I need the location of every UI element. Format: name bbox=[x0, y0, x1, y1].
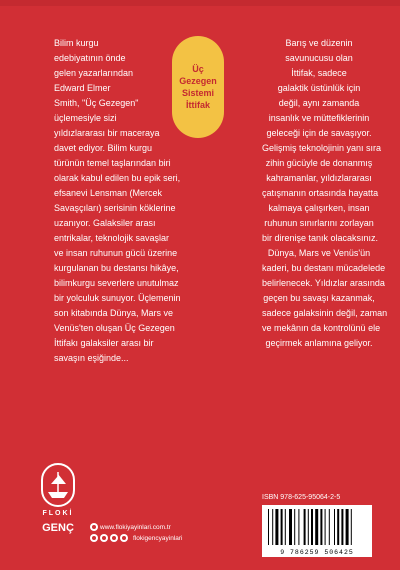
barcode-bar bbox=[351, 509, 352, 545]
barcode-bar bbox=[272, 509, 273, 545]
left-line: ve insan ruhunun gücü üzerine bbox=[54, 248, 178, 258]
isbn-label: ISBN 978-625-95064-2-5 bbox=[262, 494, 341, 501]
left-line: bilimkurgu severlere unutulmaz bbox=[54, 278, 179, 288]
left-line: yıldızlararası bir maceraya bbox=[54, 128, 160, 138]
left-description bbox=[54, 36, 181, 366]
barcode-bar bbox=[325, 509, 326, 545]
right-line: Gelişmiş teknolojinin yanı sıra bbox=[262, 143, 382, 153]
left-line: Venüs'ten oluşan Üç Gezegen bbox=[54, 323, 175, 333]
barcode-bar bbox=[294, 509, 295, 545]
left-line: Savaşçıları) serisinin köklerine bbox=[54, 203, 176, 213]
website-link[interactable]: www.flokiyayinlari.com.tr bbox=[100, 523, 171, 531]
right-line: sadece galaksinin değil, zaman bbox=[262, 308, 388, 318]
right-line: İttifak, sadece bbox=[291, 68, 347, 78]
left-line: üçlemesiyle sizi bbox=[54, 113, 117, 123]
right-description bbox=[262, 36, 388, 351]
left-line: efsanevi Lensman (Mercek bbox=[54, 188, 163, 198]
right-line: bir direnişe tanık olacaksınız. bbox=[262, 233, 379, 243]
left-line: uzanıyor. Galaksiler arası bbox=[54, 218, 156, 228]
website-row bbox=[90, 523, 171, 531]
left-line: son kitabında Dünya, Mars ve bbox=[54, 308, 174, 318]
series-badge bbox=[172, 36, 224, 138]
left-line: entrikalar, teknolojik savaşlar bbox=[54, 233, 170, 243]
right-line: çatışmanın ortasında hayatta bbox=[262, 188, 379, 198]
right-line: savunucusu olan bbox=[285, 53, 353, 63]
left-line: Smith, "Üç Gezegen" bbox=[54, 98, 139, 108]
logo-name-bottom: GENÇ bbox=[42, 522, 74, 534]
left-line: Edward Elmer bbox=[54, 83, 111, 93]
right-line: Dünya, Mars ve Venüs'ün bbox=[267, 248, 371, 258]
left-line: gelen yazarlarından bbox=[54, 68, 134, 78]
barcode bbox=[262, 505, 372, 557]
left-line: savaşın eşiğinde... bbox=[54, 353, 129, 363]
right-line: kaderi, bu destanı mücadelede bbox=[262, 263, 386, 273]
right-line: galaktik üstünlük için bbox=[277, 83, 361, 93]
barcode-bar bbox=[315, 509, 318, 545]
right-line: ve mekânın da kontrolünü ele bbox=[262, 323, 381, 333]
right-line: belirlenecek. Yıldızlar arasında bbox=[262, 278, 385, 288]
social-row bbox=[90, 534, 183, 542]
badge-line: Gezegen bbox=[179, 76, 217, 86]
right-line: geleceği için de savaşıyor. bbox=[266, 128, 372, 138]
right-line: değil, aynı zamanda bbox=[278, 98, 360, 108]
barcode-bar bbox=[285, 509, 286, 545]
barcode-bar bbox=[337, 509, 339, 545]
facebook-icon[interactable] bbox=[120, 534, 128, 542]
badge-line: Sistemi bbox=[181, 88, 214, 98]
barcode-digits: 9 786259 506425 bbox=[280, 549, 354, 556]
barcode-bar bbox=[275, 509, 278, 545]
left-line: türünün temel taşlarından biri bbox=[54, 158, 171, 168]
barcode-bar bbox=[329, 509, 330, 545]
barcode-bar bbox=[341, 509, 343, 545]
barcode-bar bbox=[268, 509, 269, 545]
right-line: ruhunun sınırlarını zorlayan bbox=[264, 218, 374, 228]
left-line: olarak kabul edilen bu epik seri, bbox=[54, 173, 181, 183]
barcode-bar bbox=[320, 509, 322, 545]
badge-line: İttifak bbox=[185, 100, 210, 110]
left-line: kurgulanan bu destansı hikâye, bbox=[54, 263, 179, 273]
right-line: geçirmek anlamına geliyor. bbox=[265, 338, 373, 348]
barcode-bars bbox=[262, 505, 372, 547]
x-icon[interactable] bbox=[100, 534, 108, 542]
globe-icon bbox=[90, 523, 98, 531]
barcode-bar bbox=[289, 509, 292, 545]
instagram-icon[interactable] bbox=[90, 534, 98, 542]
right-line: geçen bu savaşı kazanmak, bbox=[263, 293, 375, 303]
left-line: bir yolculuk sunuyor. Üçlemenin bbox=[54, 293, 181, 303]
ship-icon bbox=[36, 462, 80, 508]
left-line: edebiyatının önde bbox=[54, 53, 126, 63]
right-line: kalmaya çalışırken, insan bbox=[268, 203, 370, 213]
badge-line: Üç bbox=[192, 64, 204, 74]
publisher-logo bbox=[36, 462, 80, 562]
barcode-bar bbox=[308, 509, 309, 545]
right-line: kahramanlar, yıldızlararası bbox=[266, 173, 372, 183]
social-handle: flokigencyayinlari bbox=[133, 534, 183, 542]
youtube-icon[interactable] bbox=[110, 534, 118, 542]
barcode-bar bbox=[346, 509, 349, 545]
left-line: davet ediyor. Bilim kurgu bbox=[54, 143, 153, 153]
right-line: insanlık ve müttefiklerinin bbox=[268, 113, 370, 123]
left-line: İttifakı galaksiler arası bir bbox=[54, 338, 154, 348]
barcode-bar bbox=[298, 509, 299, 545]
left-line: Bilim kurgu bbox=[54, 38, 99, 48]
barcode-bar bbox=[304, 509, 306, 545]
right-line: Barış ve düzenin bbox=[285, 38, 353, 48]
barcode-bar bbox=[281, 509, 283, 545]
barcode-bar bbox=[334, 509, 335, 545]
right-line: zihin gücüyle de donanmış bbox=[265, 158, 373, 168]
top-edge bbox=[0, 0, 400, 6]
barcode-bar bbox=[311, 509, 313, 545]
logo-name-top: FLOKİ bbox=[42, 510, 74, 517]
